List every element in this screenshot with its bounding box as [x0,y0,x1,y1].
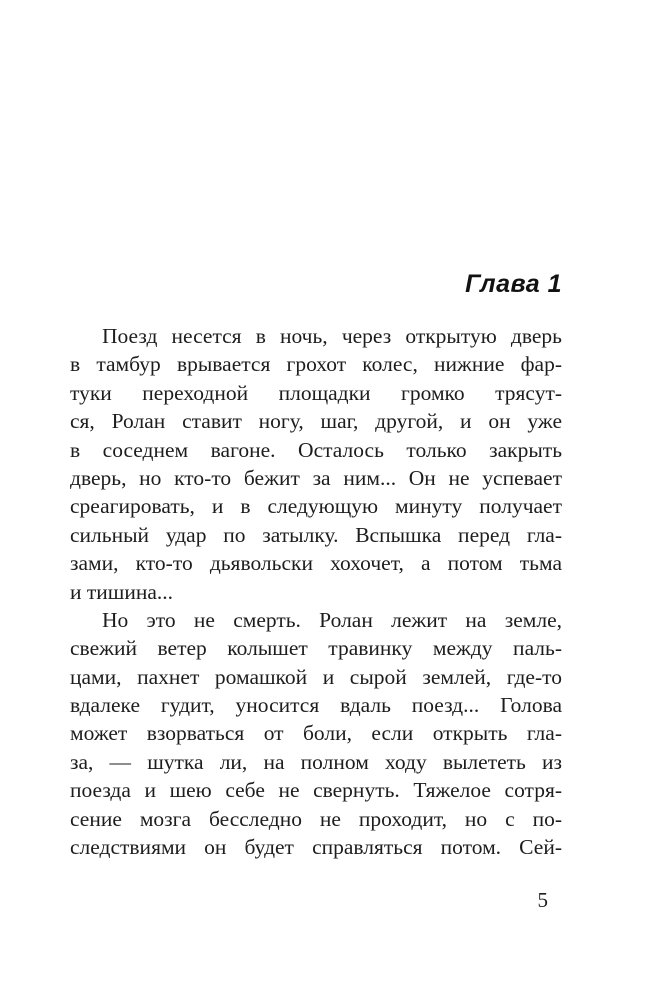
text-line: Но это не смерть. Ролан лежит на земле, [102,607,562,632]
text-line: среагировать, и в следующую минуту получает [70,494,562,519]
text-line: за, — шутка ли, на полном ходу вылететь из [70,749,562,774]
text-line: следствиями он будет справляться потом. Сей- [70,835,562,860]
body-text [70,322,562,861]
text-line: сильный удар по затылку. Вспышка перед гла- [70,522,562,547]
paragraph [70,322,562,606]
text-line: зами, кто-то дьявольски хохочет, а потом тьма [70,551,562,576]
page-number: 5 [537,888,548,912]
text-line: в тамбур врывается грохот колес, нижние фар- [70,352,562,377]
text-line: вдалеке гудит, уносится вдаль поезд... Голова [70,693,562,718]
text-line: и тишина... [70,579,174,604]
text-line: может взорваться от боли, если открыть гла- [70,721,562,746]
text-line: сение мозга бесследно не проходит, но с по- [70,806,562,831]
text-line: туки переходной площадки громко трясут- [70,380,562,405]
chapter-heading: Глава 1 [465,270,562,298]
text-line: свежий ветер колышет травинку между паль- [70,636,562,661]
text-line: поезда и шею себе не свернуть. Тяжелое сотря- [70,778,562,803]
paragraph [70,606,562,862]
text-line: цами, пахнет ромашкой и сырой землей, где-то [70,664,562,689]
text-line: Поезд несется в ночь, через открытую дверь [102,324,562,348]
text-line: дверь, но кто-то бежит за ним... Он не успевает [70,465,562,490]
text-line: ся, Ролан ставит ногу, шаг, другой, и он уже [70,409,562,434]
text-line: в соседнем вагоне. Осталось только закрыть [70,437,562,462]
